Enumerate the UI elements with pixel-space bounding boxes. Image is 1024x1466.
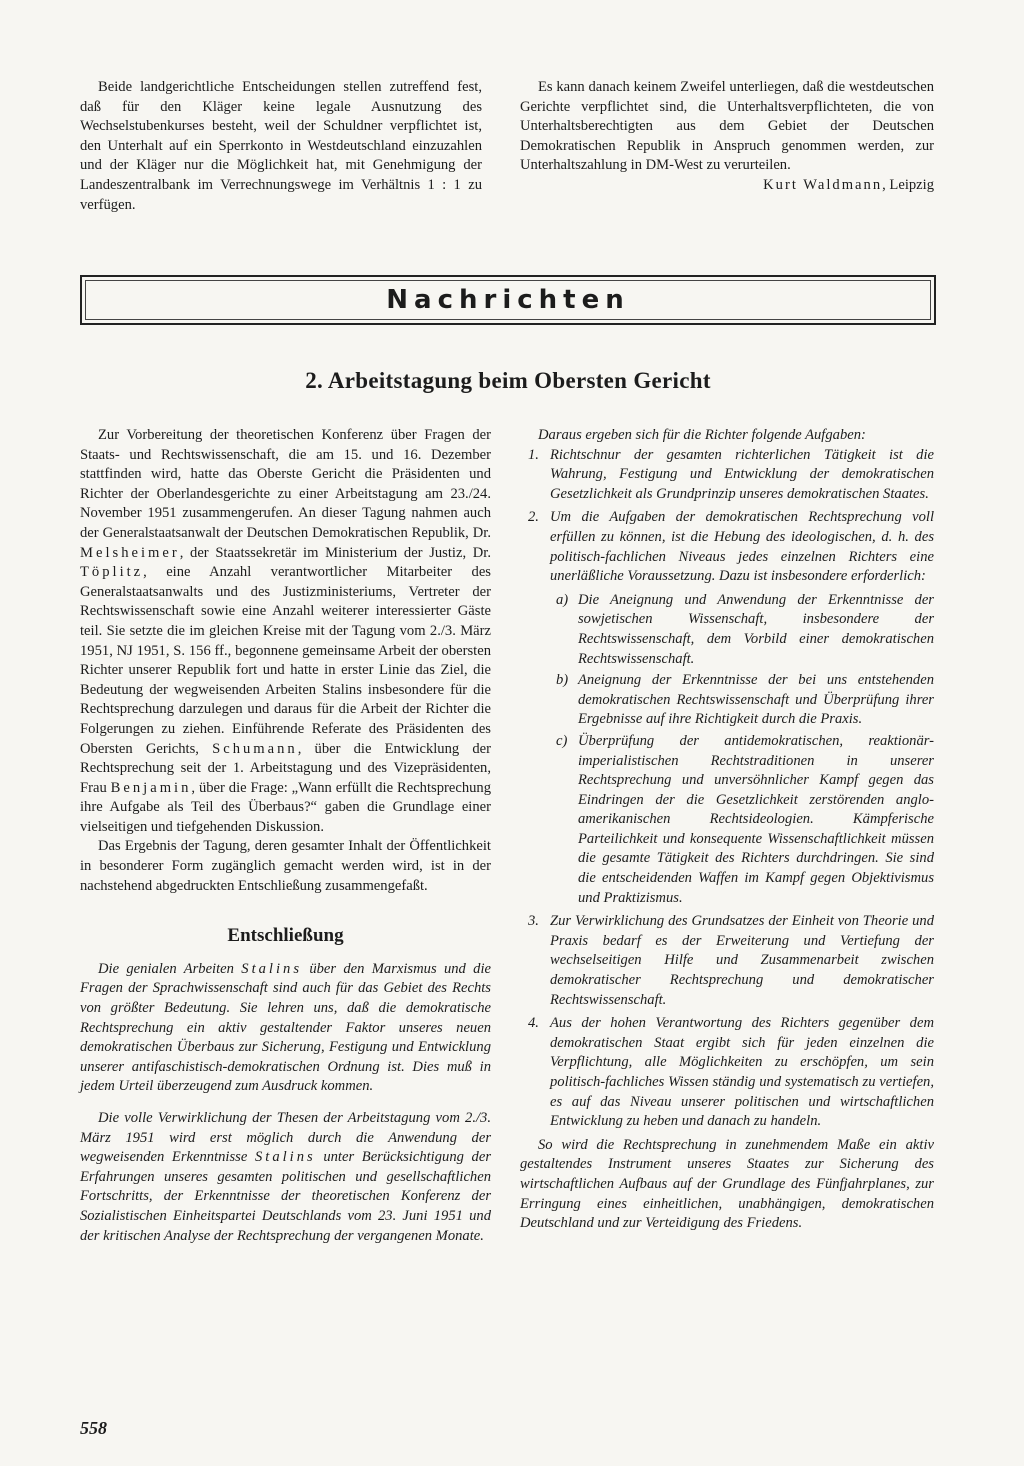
top-left-column bbox=[80, 78, 482, 215]
tasks-list bbox=[520, 446, 934, 1132]
list-marker: 2. bbox=[528, 509, 539, 526]
list-item bbox=[520, 1014, 934, 1132]
text-run: unter Berücksichtigung der Erfahrungen unseres gesamten politischen und gesellschaftlichen Fortschritts, der Erkenntnisse der theoretischen Konferenz der Sozialistischen Einheitspartei Deutschlands vom 23. Juni 1951 und der kritischen Analyse der Rechtsprechung der vergangenen Monate. bbox=[80, 1149, 491, 1244]
section-banner bbox=[80, 275, 936, 325]
list-marker: 3. bbox=[528, 913, 539, 930]
closing-paragraph: So wird die Rechtsprechung in zunehmendem Maße ein aktiv gestaltendes Instrument unseres Staates zur Sicherung des wirtschaftlichen Aufbaus auf der Grundlage des Fünfjahrplanes, zur Erringung eines einheitlichen, unabhängigen, demokratischen Deutschland und zur Verteidigung des Friedens. bbox=[520, 1136, 934, 1232]
signature-name: Kurt Waldmann bbox=[763, 176, 883, 193]
list-item bbox=[520, 446, 934, 505]
name-stalin: Stalins bbox=[254, 1149, 316, 1166]
sub-list-item bbox=[550, 671, 934, 730]
list-item bbox=[520, 508, 934, 908]
text-run: über den Marxismus und die Fragen der Sprachwissenschaft sind auch für das Gebiet des Rechts von größter Bedeutung. Sie lehren uns, daß die demokratische Rechtsprechung ein aktiv gestaltender Faktor unseres neuen demokratischen Überbaus zur Sicherung, Festigung und Entwicklung unserer antifaschistisch-demokratischen Ordnung ist. Dies muß in jedem Urteil überzeugend zum Ausdruck kommen. bbox=[80, 960, 491, 1095]
sub-list-marker: b) bbox=[556, 672, 569, 689]
top-right-column bbox=[520, 78, 934, 196]
list-item-text: Richtschnur der gesamten richterlichen Tätigkeit ist die Wahrung, Festigung und Entwicklung der demokratischen Gesetzlichkeit als Grundprinzip unseres demokratischen Staates. bbox=[550, 446, 934, 502]
text-run: , eine Anzahl verantwortlicher Mitarbeiter des Generalstaatsanwalts und des Justizministeriums, Vertreter der Rechtswissenschaft sowie eine Anzahl weiterer interessierter Gäste teil. Sie setzte die im gleichen Kreise mit der Tagung vom 2./3. März 1951, NJ 1951, S. 156 ff., begonnene gemeinsame Arbeit der obersten Richter unserer Republik fort und hatte in erster Linie das Ziel, die Bedeutung der wegweisenden Arbeiten Stalins insbesondere für die Rechtsprechung darzulegen und daraus für die Arbeit der Richter die Folgerungen zu ziehen. Einführende Referate des Präsidenten des Obersten Gerichts, bbox=[80, 564, 491, 757]
list-item-text: Zur Verwirklichung des Grundsatzes der Einheit von Theorie und Praxis bedarf es der Erweiterung und Vertiefung der wechselseitigen Hilfe und Zusammenarbeit zwischen demokratischer Rechtsprechung und demokratischer Rechtswissenschaft. bbox=[550, 913, 934, 1008]
sub-list bbox=[550, 591, 934, 909]
tasks-intro: Daraus ergeben sich für die Richter folgende Aufgaben: bbox=[538, 427, 866, 443]
list-item-text: Aus der hohen Verantwortung des Richters gegenüber dem demokratischen Staat ergibt sich für jeden einzelnen die Verpflichtung, alle Möglichkeiten zu erschöpfen, um sein politisch-fachliches Wissen ständig und systematisch zu vertiefen, es auf das Niveau unserer politischen und wirtschaftlichen Entwicklung zu heben und danach zu handeln. bbox=[550, 1015, 934, 1130]
sub-list-item-text: Aneignung der Erkenntnisse der bei uns entstehenden demokratischen Rechtswissenschaft und Überprüfung ihrer Ergebnisse auf ihre Richtigkeit durch die Praxis. bbox=[578, 672, 934, 728]
text-run: Die volle Verwirklichung der Thesen der Arbeitstagung vom 2./3. März 1951 wird erst möglich durch die Anwendung der wegweisenden Erkenntnisse bbox=[80, 1110, 491, 1166]
page-number: 558 bbox=[80, 1418, 107, 1438]
text-run: Zur Vorbereitung der theoretischen Konferenz über Fragen der Staats- und Rechtswissenschaft, die am 15. und 16. Dezember stattfinden wird, hatte das Oberste Gericht die Präsidenten und Richter der Oberlandesgerichte zu einer Arbeitstagung am 23./24. November 1951 zusammengerufen. An dieser Tagung nahmen auch der Generalstaatsanwalt der Deutschen Demokratischen Republik, Dr. bbox=[80, 427, 491, 541]
sub-list-item-text: Die Aneignung und Anwendung der Erkenntnisse der sowjetischen Wissenschaft, insbesondere der Rechtswissenschaft, dem Vorbild einer demokratischen Rechtswissenschaft. bbox=[578, 591, 934, 667]
section-banner-title: Nachrichten bbox=[386, 285, 630, 315]
list-item-text: Um die Aufgaben der demokratischen Rechtsprechung voll erfüllen zu können, ist die Hebung des ideologischen, d. h. des politisch-fachlichen Niveaus jedes einzelnen Richters eine unerläßliche Voraussetzung. Dazu ist insbesondere erforderlich: bbox=[550, 509, 934, 585]
top-left-paragraph: Beide landgerichtliche Entscheidungen stellen zutreffend fest, daß für den Kläger keine legale Ausnutzung des Wechselstubenkurses besteht, weil der Schuldner verpflichtet ist, den Unterhalt auf ein Sperrkonto in Westdeutschland einzuzahlen und der Kläger nur die Möglichkeit hat, mit Genehmigung der Landeszentralbank im Verrechnungswege im Verhältnis 1 : 1 zu verfügen. bbox=[80, 79, 482, 213]
text-run: , der Staatssekretär im Ministerium der Justiz, Dr. bbox=[179, 544, 491, 561]
article-headline: 2. Arbeitstagung beim Obersten Gericht bbox=[305, 368, 711, 393]
resolution-paragraph-2 bbox=[80, 1109, 491, 1246]
name-schumann: Schumann bbox=[212, 740, 298, 757]
main-left-column bbox=[80, 426, 491, 1246]
sub-list-marker: a) bbox=[556, 591, 569, 608]
name-stalin: Stalins bbox=[241, 960, 302, 977]
name-benjamin: Benjamin bbox=[110, 779, 192, 796]
sub-list-marker: c) bbox=[556, 732, 568, 749]
text-run: , über die Entwicklung der Rechtsprechung seit der 1. Arbeitstagung und des Vizepräsidenten, Frau bbox=[80, 740, 491, 796]
resolution-heading: Entschließung bbox=[227, 925, 344, 947]
resolution-paragraph-1 bbox=[80, 960, 491, 1097]
intro-paragraph bbox=[80, 426, 491, 837]
sub-list-item-text: Überprüfung der antidemokratischen, reaktionär-imperialistischen Rechtstraditionen in unserer Rechtsprechung und unversöhnlicher Kampf gegen das Eindringen der die Gesetzlichkeit zerstörenden anglo-amerikanischen Rechtsideologien. Kämpferische Parteilichkeit und konsequente Wissenschaftlichkeit müssen die gesamte Tätigkeit des Richters durchdringen. Sie sind die entscheidenden Waffen im Kampf gegen Objektivismus und Praktizismus. bbox=[578, 732, 934, 906]
result-paragraph: Das Ergebnis der Tagung, deren gesamter Inhalt der Öffentlichkeit in besonderer Form zugänglich gemacht werden wird, ist in der nachstehend abgedruckten Entschließung zusammengefaßt. bbox=[80, 838, 491, 894]
signature-place: , Leipzig bbox=[882, 176, 934, 193]
main-right-column bbox=[520, 426, 934, 1234]
text-run: Die genialen Arbeiten bbox=[98, 960, 242, 977]
top-right-paragraph: Es kann danach keinem Zweifel unterliegen, daß die westdeutschen Gerichte verpflichtet sind, die Unterhaltsverpflichteten, die von Unterhaltsberechtigten aus dem Gebiet der Deutschen Demokratischen Republik in Anspruch genommen werden, zur Unterhaltszahlung in DM-West zu verurteilen. bbox=[520, 79, 934, 174]
name-melsheimer: Melsheimer bbox=[80, 544, 180, 561]
name-toeplitz: Töplitz bbox=[80, 564, 144, 581]
list-marker: 1. bbox=[528, 446, 539, 463]
signature bbox=[520, 176, 934, 196]
list-marker: 4. bbox=[528, 1015, 539, 1032]
sub-list-item bbox=[550, 732, 934, 908]
text-run: , über die Frage: „Wann erfüllt die Rechtsprechung ihre Aufgabe als Teil des Überbaus?“ gaben die Grundlage einer vielseitigen und tiefgehenden Diskussion. bbox=[80, 779, 492, 835]
list-item bbox=[520, 912, 934, 1010]
sub-list-item bbox=[550, 591, 934, 669]
